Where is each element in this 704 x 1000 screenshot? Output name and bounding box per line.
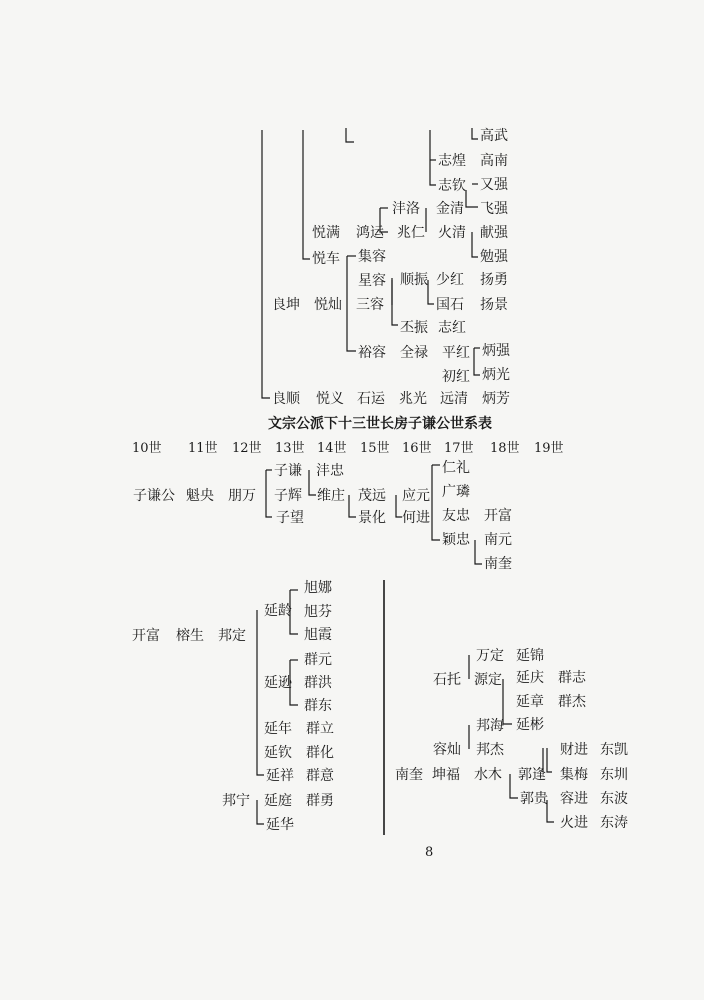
node-开富: 开富 [132, 628, 160, 644]
node-东波: 东波 [600, 791, 628, 807]
node-东圳: 东圳 [600, 767, 628, 783]
node-维庄: 维庄 [317, 488, 345, 504]
node-火进: 火进 [560, 815, 588, 831]
node-延钦: 延钦 [264, 745, 292, 761]
node-丕振: 丕振 [400, 320, 428, 336]
node-群志: 群志 [558, 670, 586, 686]
node-高武: 高武 [480, 128, 508, 144]
node-炳光: 炳光 [482, 367, 510, 383]
node-金清: 金清 [436, 201, 464, 217]
node-广璘: 广璘 [442, 484, 470, 500]
node-应元: 应元 [402, 488, 430, 504]
node-沣忠: 沣忠 [316, 463, 344, 479]
node-延祥: 延祥 [266, 768, 294, 784]
node-景化: 景化 [358, 510, 386, 526]
node-国石: 国石 [436, 297, 464, 313]
node-子望: 子望 [276, 510, 304, 526]
node-扬景: 扬景 [480, 297, 508, 313]
node-志钦: 志钦 [438, 178, 466, 194]
node-集容: 集容 [358, 249, 386, 265]
node-延庆: 延庆 [516, 670, 544, 686]
node-茂远: 茂远 [358, 488, 386, 504]
table-title: 文宗公派下十三世长房子谦公世系表 [268, 416, 492, 432]
node-水木: 水木 [474, 767, 502, 783]
node-飞强: 飞强 [480, 201, 508, 217]
node-勉强: 勉强 [480, 249, 508, 265]
node-坤福: 坤福 [432, 767, 460, 783]
node-友忠: 友忠 [442, 508, 470, 524]
generation-header-18: 18世 [490, 441, 520, 456]
node-集梅: 集梅 [560, 767, 588, 783]
generation-header-13: 13世 [275, 441, 305, 456]
node-悦灿: 悦灿 [314, 297, 342, 313]
node-延逊: 延逊 [264, 675, 292, 691]
node-星容: 星容 [358, 273, 386, 289]
node-远清: 远清 [440, 391, 468, 407]
node-又强: 又强 [480, 177, 508, 193]
page-number: 8 [425, 845, 434, 860]
node-三容: 三容 [356, 297, 384, 313]
node-子谦: 子谦 [274, 463, 302, 479]
generation-header-15: 15世 [360, 441, 390, 456]
node-邦宁: 邦宁 [222, 793, 250, 809]
node-延华: 延华 [266, 817, 294, 833]
node-魁央: 魁央 [186, 488, 214, 504]
node-志煌: 志煌 [438, 153, 466, 169]
node-延章: 延章 [516, 694, 544, 710]
generation-header-12: 12世 [232, 441, 262, 456]
node-初红: 初红 [442, 369, 470, 385]
node-郭逢: 郭逢 [518, 767, 546, 783]
node-容灿: 容灿 [433, 742, 461, 758]
node-仁礼: 仁礼 [442, 460, 470, 476]
node-财进: 财进 [560, 742, 588, 758]
node-邦杰: 邦杰 [476, 742, 504, 758]
node-高南: 高南 [480, 153, 508, 169]
node-群立: 群立 [306, 721, 334, 737]
node-何进: 何进 [402, 510, 430, 526]
node-兆仁: 兆仁 [397, 225, 425, 241]
node-邦海: 邦海 [476, 718, 504, 734]
node-子辉: 子辉 [274, 488, 302, 504]
node-全禄: 全禄 [400, 345, 428, 361]
node-石运: 石运 [357, 391, 385, 407]
node-悦义: 悦义 [316, 391, 344, 407]
node-郭贵: 郭贵 [520, 791, 548, 807]
generation-header-11: 11世 [188, 441, 218, 456]
generation-header-19: 19世 [534, 441, 564, 456]
node-悦满: 悦满 [312, 225, 340, 241]
generation-header-17: 17世 [444, 441, 474, 456]
node-延庭: 延庭 [264, 793, 292, 809]
node-旭芬: 旭芬 [304, 604, 332, 620]
node-延年: 延年 [264, 721, 292, 737]
node-炳芳: 炳芳 [482, 391, 510, 407]
node-顺振: 顺振 [400, 272, 428, 288]
node-良坤: 良坤 [272, 297, 300, 313]
node-朋万: 朋万 [228, 488, 256, 504]
generation-header-10: 10世 [132, 441, 162, 456]
node-悦车: 悦车 [312, 251, 340, 267]
node-群杰: 群杰 [558, 694, 586, 710]
node-沣洛: 沣洛 [392, 201, 420, 217]
node-延锦: 延锦 [516, 648, 544, 664]
node-献强: 献强 [480, 225, 508, 241]
node-开富: 开富 [484, 508, 512, 524]
node-群洪: 群洪 [304, 675, 332, 691]
node-群勇: 群勇 [306, 793, 334, 809]
node-裕容: 裕容 [358, 345, 386, 361]
node-火清: 火清 [438, 225, 466, 241]
node-东涛: 东涛 [600, 815, 628, 831]
generation-header-16: 16世 [402, 441, 432, 456]
node-志红: 志红 [438, 320, 466, 336]
node-容进: 容进 [560, 791, 588, 807]
node-鸿运: 鸿运 [356, 225, 384, 241]
node-榕生: 榕生 [176, 628, 204, 644]
node-万定: 万定 [476, 648, 504, 664]
node-少红: 少红 [436, 272, 464, 288]
node-南奎: 南奎 [484, 556, 512, 572]
node-旭娜: 旭娜 [304, 580, 332, 596]
node-南奎: 南奎 [395, 767, 423, 783]
node-颖忠: 颖忠 [442, 532, 470, 548]
node-群意: 群意 [306, 768, 334, 784]
node-邦定: 邦定 [218, 628, 246, 644]
node-源定: 源定 [474, 672, 502, 688]
node-群元: 群元 [304, 652, 332, 668]
node-兆光: 兆光 [399, 391, 427, 407]
node-群东: 群东 [304, 698, 332, 714]
node-延彬: 延彬 [516, 717, 544, 733]
node-平红: 平红 [442, 345, 470, 361]
node-群化: 群化 [306, 745, 334, 761]
generation-header-14: 14世 [317, 441, 347, 456]
node-石托: 石托 [433, 672, 461, 688]
node-良顺: 良顺 [272, 391, 300, 407]
node-南元: 南元 [484, 532, 512, 548]
node-扬勇: 扬勇 [480, 272, 508, 288]
node-炳强: 炳强 [482, 343, 510, 359]
node-子谦公: 子谦公 [133, 488, 175, 504]
node-延龄: 延龄 [264, 603, 292, 619]
node-旭霞: 旭霞 [304, 627, 332, 643]
node-东凯: 东凯 [600, 742, 628, 758]
